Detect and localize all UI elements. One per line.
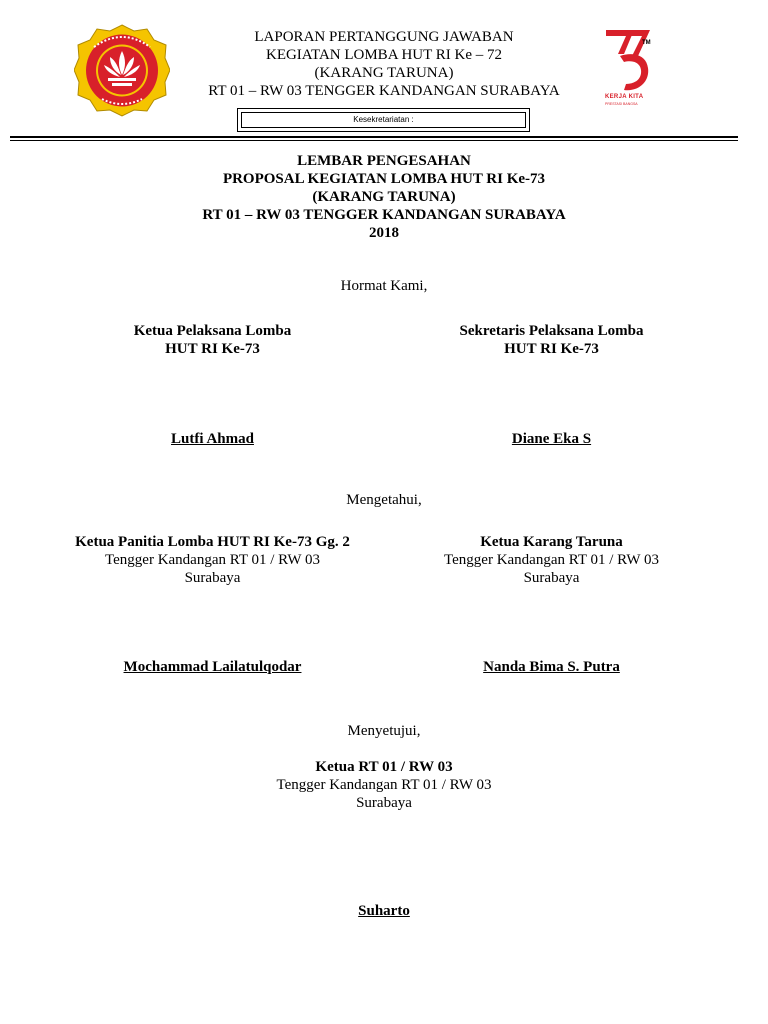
ketua-pelaksana-name: Lutfi Ahmad [171, 431, 254, 447]
title-line-5: 2018 [369, 225, 399, 241]
ketua-pelaksana-role-line1: Ketua Pelaksana Lomba [133, 323, 292, 339]
ketua-rt-name-wrap [120, 902, 648, 920]
ketua-rt-city: Surabaya [356, 795, 412, 811]
sekretaris-role-line2: HUT RI Ke-73 [504, 341, 599, 357]
hut-ri-73-logo [598, 26, 670, 110]
ketua-rt-address: Tengger Kandangan RT 01 / RW 03 [276, 777, 492, 793]
header-line-3: (KARANG TARUNA) [314, 65, 454, 81]
ketua-rt-name: Suharto [358, 903, 410, 919]
title-line-4: RT 01 – RW 03 TENGGER KANDANGAN SURABAYA [202, 207, 566, 223]
ketua-karang-taruna-name: Nanda Bima S. Putra [483, 659, 620, 675]
ketua-panitia-role: Ketua Panitia Lomba HUT RI Ke-73 Gg. 2 [75, 534, 350, 550]
ketua-pelaksana-name-wrap [40, 430, 385, 448]
ketua-karang-taruna-city: Surabaya [523, 570, 580, 586]
ketua-panitia-name-wrap [40, 658, 385, 676]
ketua-panitia-address: Tengger Kandangan RT 01 / RW 03 [105, 552, 320, 568]
ketua-karang-taruna-address: Tengger Kandangan RT 01 / RW 03 [444, 552, 659, 568]
kesekretariatan-box [237, 108, 530, 132]
greeting: Hormat Kami, [340, 278, 428, 294]
mengetahui-label: Mengetahui, [346, 492, 422, 508]
title-line-3: (KARANG TARUNA) [312, 189, 456, 205]
sekretaris-role-line1: Sekretaris Pelaksana Lomba [459, 323, 644, 339]
menyetujui-label: Menyetujui, [347, 723, 421, 739]
ketua-pelaksana-role-line2: HUT RI Ke-73 [165, 341, 260, 357]
logo-tagline: KERJA KITA [605, 94, 644, 100]
karang-taruna-emblem-icon [74, 23, 170, 118]
ketua-karang-taruna-name-wrap [384, 658, 719, 676]
ketua-rt-role: Ketua RT 01 / RW 03 [315, 759, 453, 775]
kesekretariatan-label: Kesekretariatan : [241, 112, 526, 128]
ketua-karang-taruna-role: Ketua Karang Taruna [480, 534, 623, 550]
ketua-panitia-name: Mochammad Lailatulqodar [123, 659, 302, 675]
sekretaris-name: Diane Eka S [511, 431, 592, 447]
logo-subtagline: PRESTASI BANGSA [605, 102, 638, 106]
sekretaris-name-wrap [384, 430, 719, 448]
karang-taruna-logo [74, 23, 170, 118]
ketua-panitia-city: Surabaya [184, 570, 241, 586]
logo-tm: TM [642, 40, 651, 46]
header-line-4: RT 01 – RW 03 TENGGER KANDANGAN SURABAYA [208, 83, 560, 99]
title-line-1: LEMBAR PENGESAHAN [297, 153, 471, 169]
title-line-2: PROPOSAL KEGIATAN LOMBA HUT RI Ke-73 [222, 171, 546, 187]
header-line-2: KEGIATAN LOMBA HUT RI Ke – 72 [265, 47, 502, 63]
header-line-1: LAPORAN PERTANGGUNG JAWABAN [254, 29, 514, 45]
header-rule-thick [10, 136, 738, 138]
header-rule-thin [10, 140, 738, 141]
